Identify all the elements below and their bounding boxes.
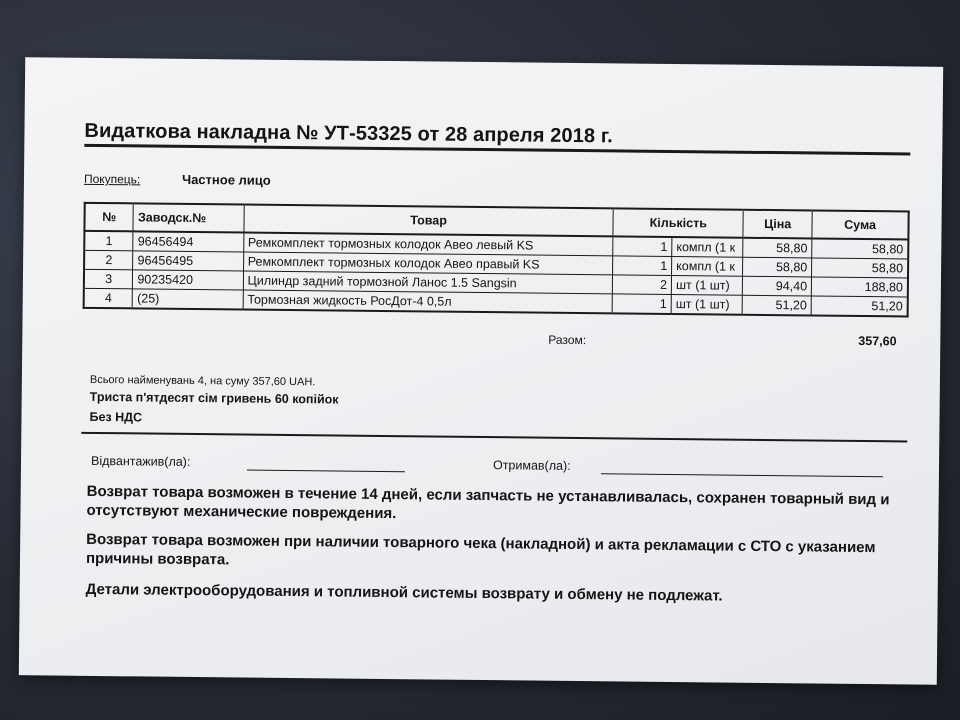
header-code: Заводск.№ bbox=[133, 203, 243, 232]
return-policy-note-2: Возврат товара возможен при наличии товарного чека (накладной) и акта рекламации с СТО с указанием причины возврата. bbox=[85, 530, 876, 569]
row-unit: шт (1 шт) bbox=[671, 275, 742, 295]
row-price: 51,20 bbox=[742, 295, 811, 315]
items-table bbox=[83, 202, 910, 318]
shipped-signature-line bbox=[247, 470, 405, 473]
vat-note: Без НДС bbox=[89, 409, 143, 425]
received-by-label: Отримав(ла): bbox=[492, 458, 571, 473]
row-code: 96456494 bbox=[133, 231, 243, 252]
header-sum: Сума bbox=[812, 210, 909, 239]
amount-in-words: Триста п'ятдесят сім гривень 60 копійок bbox=[89, 389, 339, 407]
return-policy-note-1: Возврат товара возможен в течение 14 дней, если запчасть не устанавливалась, сохранен товарный вид и отсутствуют механические повреждения. bbox=[86, 482, 890, 523]
row-qty: 2 bbox=[613, 275, 672, 295]
row-unit: компл (1 к bbox=[672, 237, 743, 257]
invoice-title: Видаткова накладна № УТ-53325 от 28 апреля 2018 г. bbox=[84, 119, 613, 148]
row-price: 58,80 bbox=[743, 238, 812, 258]
total-value: 357,60 bbox=[858, 333, 897, 349]
received-signature-line bbox=[601, 473, 883, 477]
row-name: Тормозная жидкость РосДот-4 0,5л bbox=[243, 290, 613, 313]
row-qty: 1 bbox=[613, 256, 672, 276]
row-name: Ремкомплект тормозных колодок Авео правый KS bbox=[243, 252, 613, 275]
row-sum: 188,80 bbox=[811, 277, 908, 297]
row-qty: 1 bbox=[613, 294, 672, 314]
row-qty: 1 bbox=[613, 236, 672, 256]
return-policy-note-3: Детали электрооборудования и топливной системы возврату и обмену не подлежат. bbox=[85, 580, 723, 605]
row-price: 94,40 bbox=[742, 276, 811, 296]
row-price: 58,80 bbox=[743, 257, 812, 277]
header-price: Ціна bbox=[743, 210, 812, 239]
row-code: 96456495 bbox=[133, 251, 243, 271]
buyer-label: Покупець: bbox=[83, 171, 141, 187]
row-sum: 58,80 bbox=[812, 238, 909, 259]
row-sum: 58,80 bbox=[812, 258, 909, 278]
invoice-paper bbox=[19, 57, 943, 685]
row-num: 2 bbox=[84, 250, 133, 270]
header-qty: Кількість bbox=[613, 208, 743, 237]
total-label: Разом: bbox=[548, 332, 587, 348]
row-num: 4 bbox=[84, 288, 133, 308]
row-name: Ремкомплект тормозных колодок Авео левый KS bbox=[243, 233, 613, 256]
header-num: № bbox=[84, 203, 133, 232]
row-name: Цилиндр задний тормозной Ланос 1.5 Sangsin bbox=[243, 271, 613, 294]
row-unit: компл (1 к bbox=[672, 256, 743, 276]
buyer-value: Частное лицо bbox=[181, 171, 271, 188]
row-num: 1 bbox=[84, 231, 133, 251]
section-divider bbox=[81, 432, 907, 443]
items-count-line: Всього найменувань 4, на суму 357,60 UAH. bbox=[89, 373, 316, 389]
row-sum: 51,20 bbox=[811, 296, 908, 317]
row-num: 3 bbox=[84, 269, 133, 289]
row-code: (25) bbox=[133, 289, 243, 310]
row-code: 90235420 bbox=[133, 270, 243, 290]
shipped-by-label: Відвантажив(ла): bbox=[90, 453, 191, 469]
header-name: Товар bbox=[244, 205, 614, 237]
row-unit: шт (1 шт) bbox=[671, 294, 742, 314]
